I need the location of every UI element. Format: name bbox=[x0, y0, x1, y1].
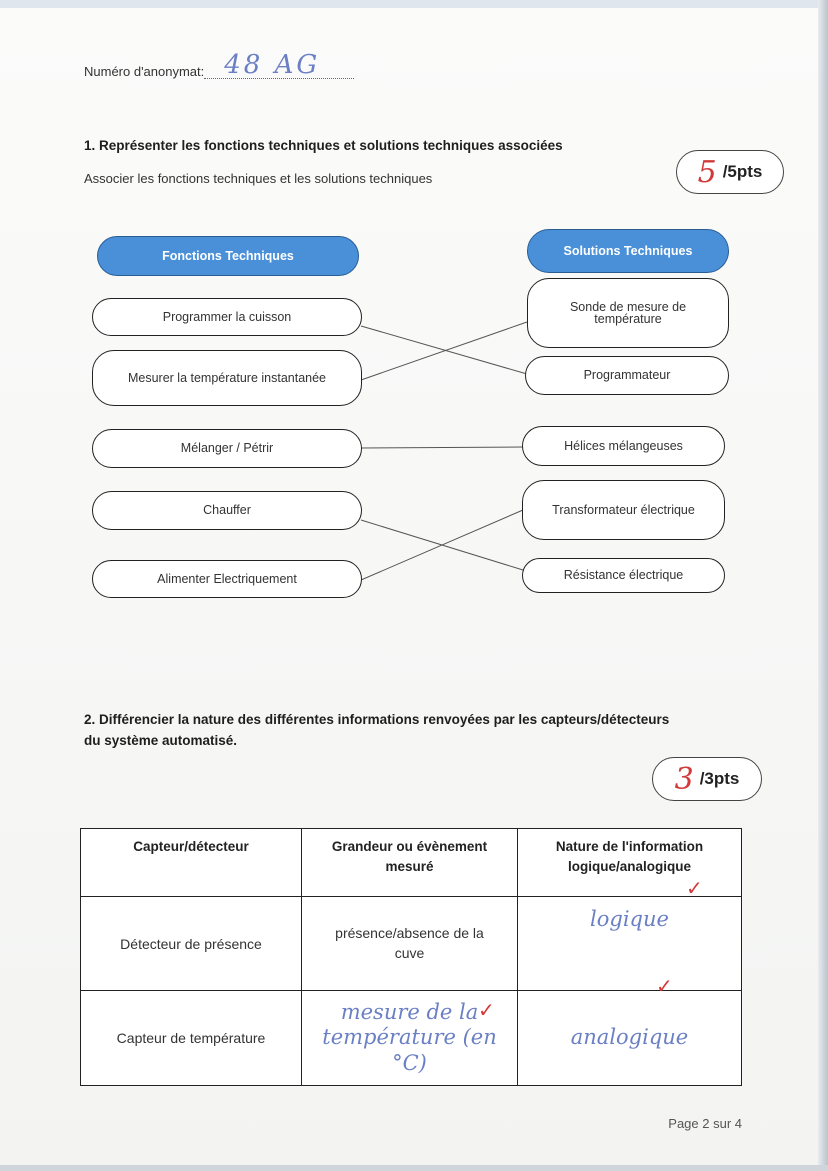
link-melanger-helices bbox=[361, 447, 523, 448]
section1-subtitle: Associer les fonctions techniques et les solutions techniques bbox=[84, 171, 433, 186]
section2-score: 3 bbox=[674, 761, 694, 797]
function-item: Chauffer bbox=[92, 491, 362, 530]
section1-title: 1. Représenter les fonctions techniques et solutions techniques associées bbox=[84, 138, 563, 153]
sensor-table bbox=[80, 828, 742, 1086]
solutions-header: Solutions Techniques bbox=[527, 229, 729, 273]
anonymat-value: 48 AG bbox=[224, 50, 321, 80]
section2-title-line1: 2. Différencier la nature des différentes informations renvoyées par les capteurs/détecteurs bbox=[84, 712, 670, 727]
solution-item: Programmateur bbox=[525, 356, 729, 395]
table-row bbox=[81, 991, 742, 1086]
section2-score-max: /3pts bbox=[699, 769, 740, 788]
function-item: Programmer la cuisson bbox=[92, 298, 362, 336]
anonymat-label: Numéro d'anonymat: bbox=[84, 64, 205, 79]
nature-handwritten: analogique bbox=[570, 1025, 689, 1050]
sensor-cell: Capteur de température bbox=[81, 991, 302, 1086]
link-mesurer-sonde bbox=[361, 322, 527, 380]
nature-handwritten: logique bbox=[590, 907, 669, 931]
section1-score-max: /5pts bbox=[722, 162, 763, 181]
page-number: Page 2 sur 4 bbox=[668, 1116, 742, 1131]
check-mark-icon: ✓ bbox=[656, 974, 673, 998]
table-header-row bbox=[81, 829, 742, 897]
section2-title-line2: du système automatisé. bbox=[84, 733, 238, 748]
solution-item: Résistance électrique bbox=[522, 558, 725, 593]
column-header: Grandeur ou évènement mesuré bbox=[302, 829, 518, 897]
sensor-cell: Détecteur de présence bbox=[81, 897, 302, 991]
measured-handwritten: mesure de la température (en °C) bbox=[322, 1000, 497, 1075]
check-mark-icon: ✓ bbox=[686, 876, 703, 900]
function-item: Mesurer la température instantanée bbox=[92, 350, 362, 406]
link-alimenter-transformateur bbox=[361, 510, 523, 580]
function-item: Alimenter Electriquement bbox=[92, 560, 362, 598]
measured-cell: présence/absence de la cuve bbox=[302, 897, 518, 991]
solution-item: Transformateur électrique bbox=[522, 480, 725, 540]
link-programmer-programmateur bbox=[361, 326, 527, 374]
column-header: Capteur/détecteur bbox=[81, 829, 302, 897]
solution-item: Sonde de mesure de température bbox=[527, 278, 729, 348]
function-item: Mélanger / Pétrir bbox=[92, 429, 362, 468]
functions-header: Fonctions Techniques bbox=[97, 236, 359, 276]
section2-score-badge bbox=[652, 757, 762, 801]
table-row bbox=[81, 897, 742, 991]
solution-item: Hélices mélangeuses bbox=[522, 426, 725, 466]
column-header: Nature de l'information logique/analogique bbox=[518, 829, 742, 897]
section1-score: 5 bbox=[697, 154, 717, 190]
check-mark-icon: ✓ bbox=[478, 998, 495, 1022]
